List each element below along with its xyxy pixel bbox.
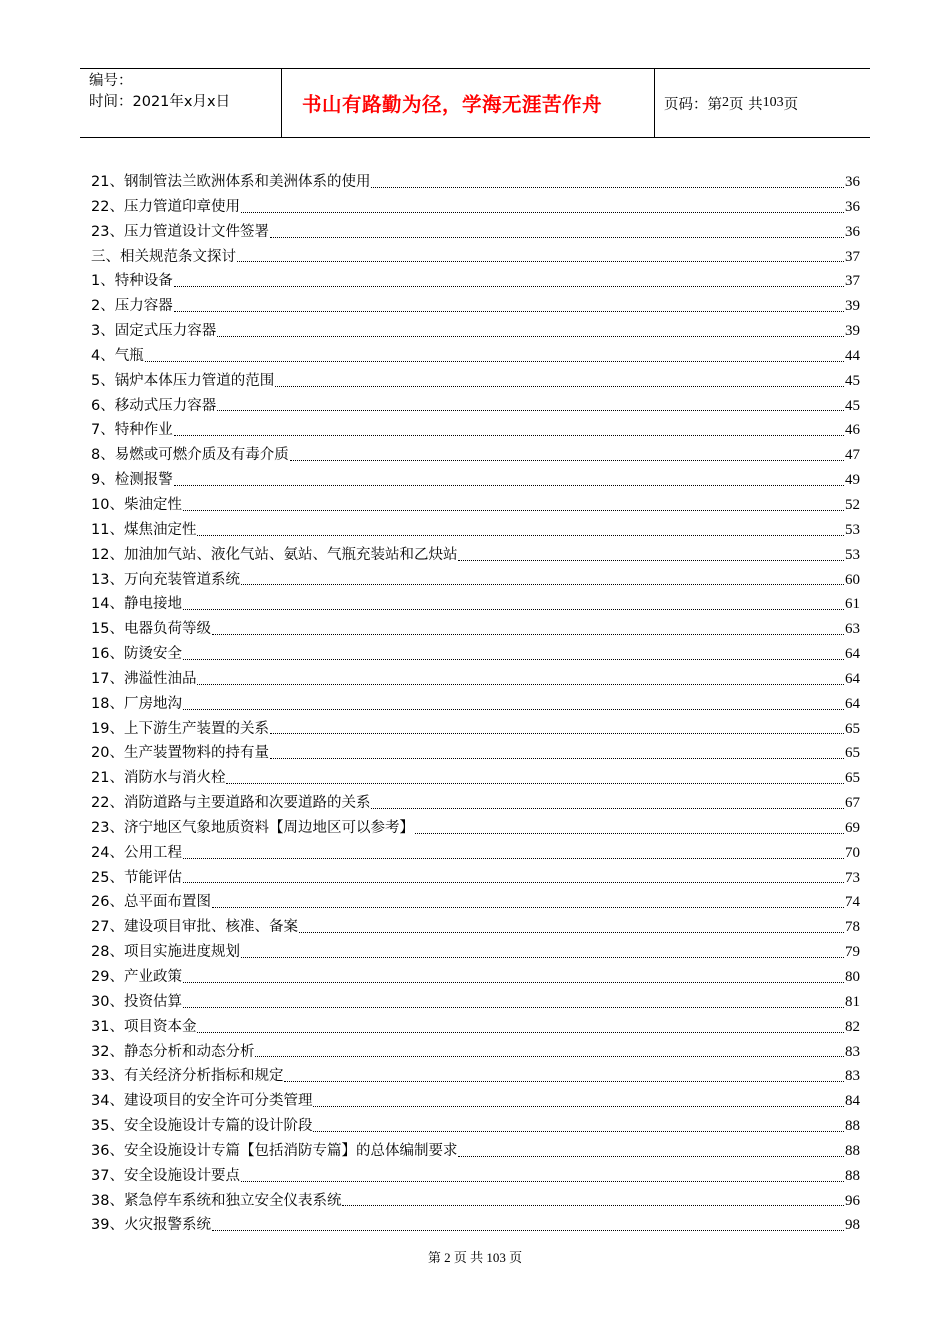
toc-entry-title: 25、节能评估	[91, 869, 182, 886]
toc-dot-leader	[217, 335, 844, 337]
toc-entry-page: 67	[845, 795, 860, 812]
page-header	[80, 68, 870, 138]
toc-dot-leader	[183, 509, 844, 511]
toc-dot-leader	[458, 559, 844, 561]
toc-entry-title: 23、压力管道设计文件签署	[91, 223, 269, 240]
toc-entry-title: 6、移动式压力容器	[91, 397, 217, 414]
toc-entry-page: 52	[845, 496, 860, 513]
toc-dot-leader	[284, 1080, 844, 1082]
toc-entry-title: 23、济宁地区气象地质资料【周边地区可以参考】	[91, 819, 414, 836]
toc-dot-leader	[183, 1006, 844, 1008]
toc-entry[interactable]	[91, 369, 860, 394]
toc-dot-leader	[212, 1229, 844, 1231]
toc-entry-page: 80	[845, 969, 860, 985]
toc-entry-title: 39、火灾报警系统	[91, 1217, 211, 1234]
page-total: 103	[762, 95, 784, 110]
toc-entry[interactable]	[91, 965, 860, 990]
toc-entry[interactable]	[91, 841, 860, 866]
toc-entry-page: 69	[845, 819, 860, 836]
header-motto	[281, 69, 655, 137]
toc-entry-page: 46	[845, 422, 860, 439]
toc-entry-page: 81	[845, 993, 860, 1010]
toc-entry-page: 79	[845, 944, 860, 961]
toc-dot-leader	[270, 236, 844, 238]
toc-entry[interactable]	[91, 518, 860, 543]
toc-entry[interactable]	[91, 220, 860, 245]
toc-dot-leader	[342, 1204, 844, 1206]
toc-dot-leader	[145, 360, 844, 362]
toc-entry[interactable]	[91, 717, 860, 742]
toc-entry-title: 26、总平面布置图	[91, 894, 211, 911]
toc-entry-page: 37	[845, 273, 860, 290]
toc-dot-leader	[270, 757, 844, 759]
toc-entry-page: 83	[845, 1068, 860, 1085]
toc-entry-page: 84	[845, 1093, 860, 1110]
toc-entry-page: 78	[845, 919, 860, 936]
toc-dot-leader	[183, 881, 844, 883]
toc-entry-title: 1、特种设备	[91, 273, 173, 290]
toc-entry-page: 65	[845, 745, 860, 762]
toc-entry-page: 96	[845, 1192, 860, 1209]
toc-entry-title: 5、锅炉本体压力管道的范围	[91, 372, 275, 389]
toc-entry-title: 8、易燃或可燃介质及有毒介质	[91, 447, 289, 464]
toc-entry[interactable]	[91, 568, 860, 593]
toc-entry[interactable]	[91, 170, 860, 195]
toc-entry-page: 60	[845, 571, 860, 588]
toc-dot-leader	[217, 409, 844, 411]
toc-entry[interactable]	[91, 741, 860, 766]
toc-dot-leader	[183, 981, 844, 983]
toc-entry-title: 32、静态分析和动态分析	[91, 1043, 255, 1060]
toc-entry[interactable]	[91, 195, 860, 220]
toc-entry[interactable]	[91, 915, 860, 940]
toc-entry[interactable]	[91, 890, 860, 915]
toc-entry[interactable]	[91, 443, 860, 468]
toc-entry-title: 14、静电接地	[91, 596, 182, 613]
toc-dot-leader	[313, 1105, 844, 1107]
toc-entry-title: 18、厂房地沟	[91, 695, 182, 712]
toc-entry-title: 22、压力管道印章使用	[91, 198, 240, 215]
toc-entry[interactable]	[91, 1189, 860, 1214]
toc-dot-leader	[241, 1180, 844, 1182]
toc-dot-leader	[183, 658, 844, 660]
toc-dot-leader	[415, 832, 844, 834]
page-mid: 页 共	[729, 96, 763, 113]
page-suffix: 页	[783, 96, 799, 113]
toc-entry-title: 12、加油加气站、液化气站、氨站、气瓶充装站和乙炔站	[91, 546, 458, 563]
toc-dot-leader	[226, 782, 844, 784]
toc-entry-page: 88	[845, 1142, 860, 1159]
page-prefix: 页码：第	[664, 96, 722, 113]
toc-entry-page: 74	[845, 894, 860, 911]
toc-dot-leader	[299, 931, 844, 933]
toc-dot-leader	[255, 1055, 844, 1057]
toc-entry-title: 11、煤焦油定性	[91, 521, 197, 538]
toc-entry-page: 82	[845, 1018, 860, 1035]
toc-entry-page: 53	[845, 521, 860, 538]
toc-entry-title: 31、项目资本金	[91, 1018, 197, 1035]
toc-entry-title: 30、投资估算	[91, 993, 182, 1010]
toc-dot-leader	[371, 186, 844, 188]
toc-entry-page: 88	[845, 1118, 860, 1135]
toc-entry-page: 36	[845, 174, 860, 190]
header-meta	[80, 69, 281, 137]
toc-entry-title: 17、沸溢性油品	[91, 670, 197, 687]
toc-entry-title: 37、安全设施设计要点	[91, 1167, 240, 1184]
toc-entry-title: 38、紧急停车系统和独立安全仪表系统	[91, 1192, 342, 1209]
toc-entry-title: 24、公用工程	[91, 844, 182, 861]
toc-entry[interactable]	[91, 543, 860, 568]
toc-entry-page: 65	[845, 770, 860, 787]
toc-entry-page: 49	[845, 472, 860, 489]
toc-entry-title: 21、消防水与消火栓	[91, 770, 226, 787]
page-current: 2	[722, 95, 729, 110]
toc-entry-page: 45	[845, 372, 860, 389]
toc-entry-page: 65	[845, 720, 860, 737]
toc-entry[interactable]	[91, 592, 860, 617]
toc-dot-leader	[270, 732, 844, 734]
toc-entry-title: 20、生产装置物料的持有量	[91, 745, 269, 762]
motto-text: 书山有路勤为径，学海无涯苦作舟	[302, 93, 603, 116]
toc-entry-title: 28、项目实施进度规划	[91, 944, 240, 961]
toc-entry[interactable]	[91, 418, 860, 443]
toc-dot-leader	[174, 484, 844, 486]
toc-entry[interactable]	[91, 394, 860, 419]
toc-entry-title: 21、钢制管法兰欧洲体系和美洲体系的使用	[91, 174, 371, 190]
toc-entry-page: 37	[845, 248, 860, 265]
toc-entry-title: 27、建设项目审批、核准、备案	[91, 919, 298, 936]
toc-dot-leader	[237, 260, 844, 262]
toc-entry-page: 70	[845, 844, 860, 861]
toc-entry[interactable]	[91, 245, 860, 270]
toc-entry-page: 44	[845, 347, 860, 364]
toc-entry-page: 61	[845, 596, 860, 613]
toc-dot-leader	[183, 708, 844, 710]
toc-dot-leader	[458, 1155, 844, 1157]
toc-dot-leader	[197, 683, 844, 685]
toc-dot-leader	[197, 534, 844, 536]
toc-entry[interactable]	[91, 319, 860, 344]
toc-entry[interactable]	[91, 1015, 860, 1040]
toc-entry-page: 88	[845, 1167, 860, 1184]
toc-entry[interactable]	[91, 791, 860, 816]
toc-dot-leader	[197, 1031, 844, 1033]
toc-entry-page: 36	[845, 198, 860, 215]
toc-entry-title: 29、产业政策	[91, 969, 182, 985]
toc-entry[interactable]	[91, 692, 860, 717]
toc-entry-title: 3、固定式压力容器	[91, 323, 217, 340]
table-of-contents	[91, 170, 860, 1238]
toc-entry-title: 34、建设项目的安全许可分类管理	[91, 1093, 313, 1110]
toc-entry[interactable]	[91, 1139, 860, 1164]
toc-entry[interactable]	[91, 269, 860, 294]
toc-entry-page: 45	[845, 397, 860, 414]
toc-entry-title: 2、压力容器	[91, 298, 173, 315]
toc-entry-page: 98	[845, 1217, 860, 1234]
toc-entry[interactable]	[91, 990, 860, 1015]
toc-dot-leader	[290, 459, 844, 461]
toc-entry-title: 16、防烫安全	[91, 646, 182, 663]
toc-entry[interactable]	[91, 1164, 860, 1189]
toc-entry-page: 39	[845, 323, 860, 340]
toc-entry-title: 三、相关规范条文探讨	[91, 248, 236, 265]
header-page-info	[655, 69, 870, 137]
toc-entry-title: 35、安全设施设计专篇的设计阶段	[91, 1118, 313, 1135]
toc-entry-title: 4、气瓶	[91, 347, 144, 364]
toc-entry-title: 19、上下游生产装置的关系	[91, 720, 269, 737]
toc-entry-title: 10、柴油定性	[91, 496, 182, 513]
toc-entry[interactable]	[91, 617, 860, 642]
toc-entry-page: 64	[845, 695, 860, 712]
toc-entry[interactable]	[91, 667, 860, 692]
toc-dot-leader	[174, 310, 844, 312]
toc-entry[interactable]	[91, 493, 860, 518]
toc-entry[interactable]	[91, 766, 860, 791]
toc-entry[interactable]	[91, 1040, 860, 1065]
toc-entry-page: 64	[845, 670, 860, 687]
toc-entry-page: 53	[845, 546, 860, 563]
toc-entry-title: 13、万向充装管道系统	[91, 571, 240, 588]
toc-dot-leader	[174, 434, 844, 436]
toc-entry[interactable]	[91, 940, 860, 965]
toc-entry-page: 63	[845, 621, 860, 638]
toc-dot-leader	[183, 857, 844, 859]
toc-entry-page: 36	[845, 223, 860, 240]
serial-number-label: 编号：	[89, 73, 133, 89]
toc-entry[interactable]	[91, 1213, 860, 1238]
toc-entry[interactable]	[91, 1114, 860, 1139]
toc-dot-leader	[275, 385, 844, 387]
toc-dot-leader	[241, 211, 844, 213]
date-label: 时间：2021年x月x日	[89, 94, 231, 110]
toc-entry-page: 47	[845, 447, 860, 464]
toc-entry[interactable]	[91, 816, 860, 841]
toc-entry-title: 7、特种作业	[91, 422, 173, 439]
toc-entry-title: 9、检测报警	[91, 472, 173, 489]
toc-entry-title: 15、电器负荷等级	[91, 621, 211, 638]
toc-entry[interactable]	[91, 1089, 860, 1114]
toc-dot-leader	[212, 633, 844, 635]
toc-dot-leader	[241, 583, 844, 585]
toc-dot-leader	[174, 285, 844, 287]
toc-entry[interactable]	[91, 468, 860, 493]
toc-entry-title: 33、有关经济分析指标和规定	[91, 1068, 284, 1085]
toc-entry-title: 22、消防道路与主要道路和次要道路的关系	[91, 795, 371, 812]
toc-dot-leader	[183, 608, 844, 610]
toc-entry-page: 73	[845, 869, 860, 886]
toc-dot-leader	[212, 906, 844, 908]
page-footer: 第 2 页 共 103 页	[427, 1250, 523, 1265]
toc-entry-page: 83	[845, 1043, 860, 1060]
toc-entry-page: 64	[845, 646, 860, 663]
toc-entry[interactable]	[91, 344, 860, 369]
toc-dot-leader	[313, 1130, 844, 1132]
toc-dot-leader	[241, 956, 844, 958]
toc-entry[interactable]	[91, 294, 860, 319]
toc-entry[interactable]	[91, 642, 860, 667]
toc-entry-title: 36、安全设施设计专篇【包括消防专篇】的总体编制要求	[91, 1142, 458, 1159]
toc-entry[interactable]	[91, 1064, 860, 1089]
toc-entry-page: 39	[845, 298, 860, 315]
toc-entry[interactable]	[91, 866, 860, 891]
toc-dot-leader	[371, 807, 844, 809]
